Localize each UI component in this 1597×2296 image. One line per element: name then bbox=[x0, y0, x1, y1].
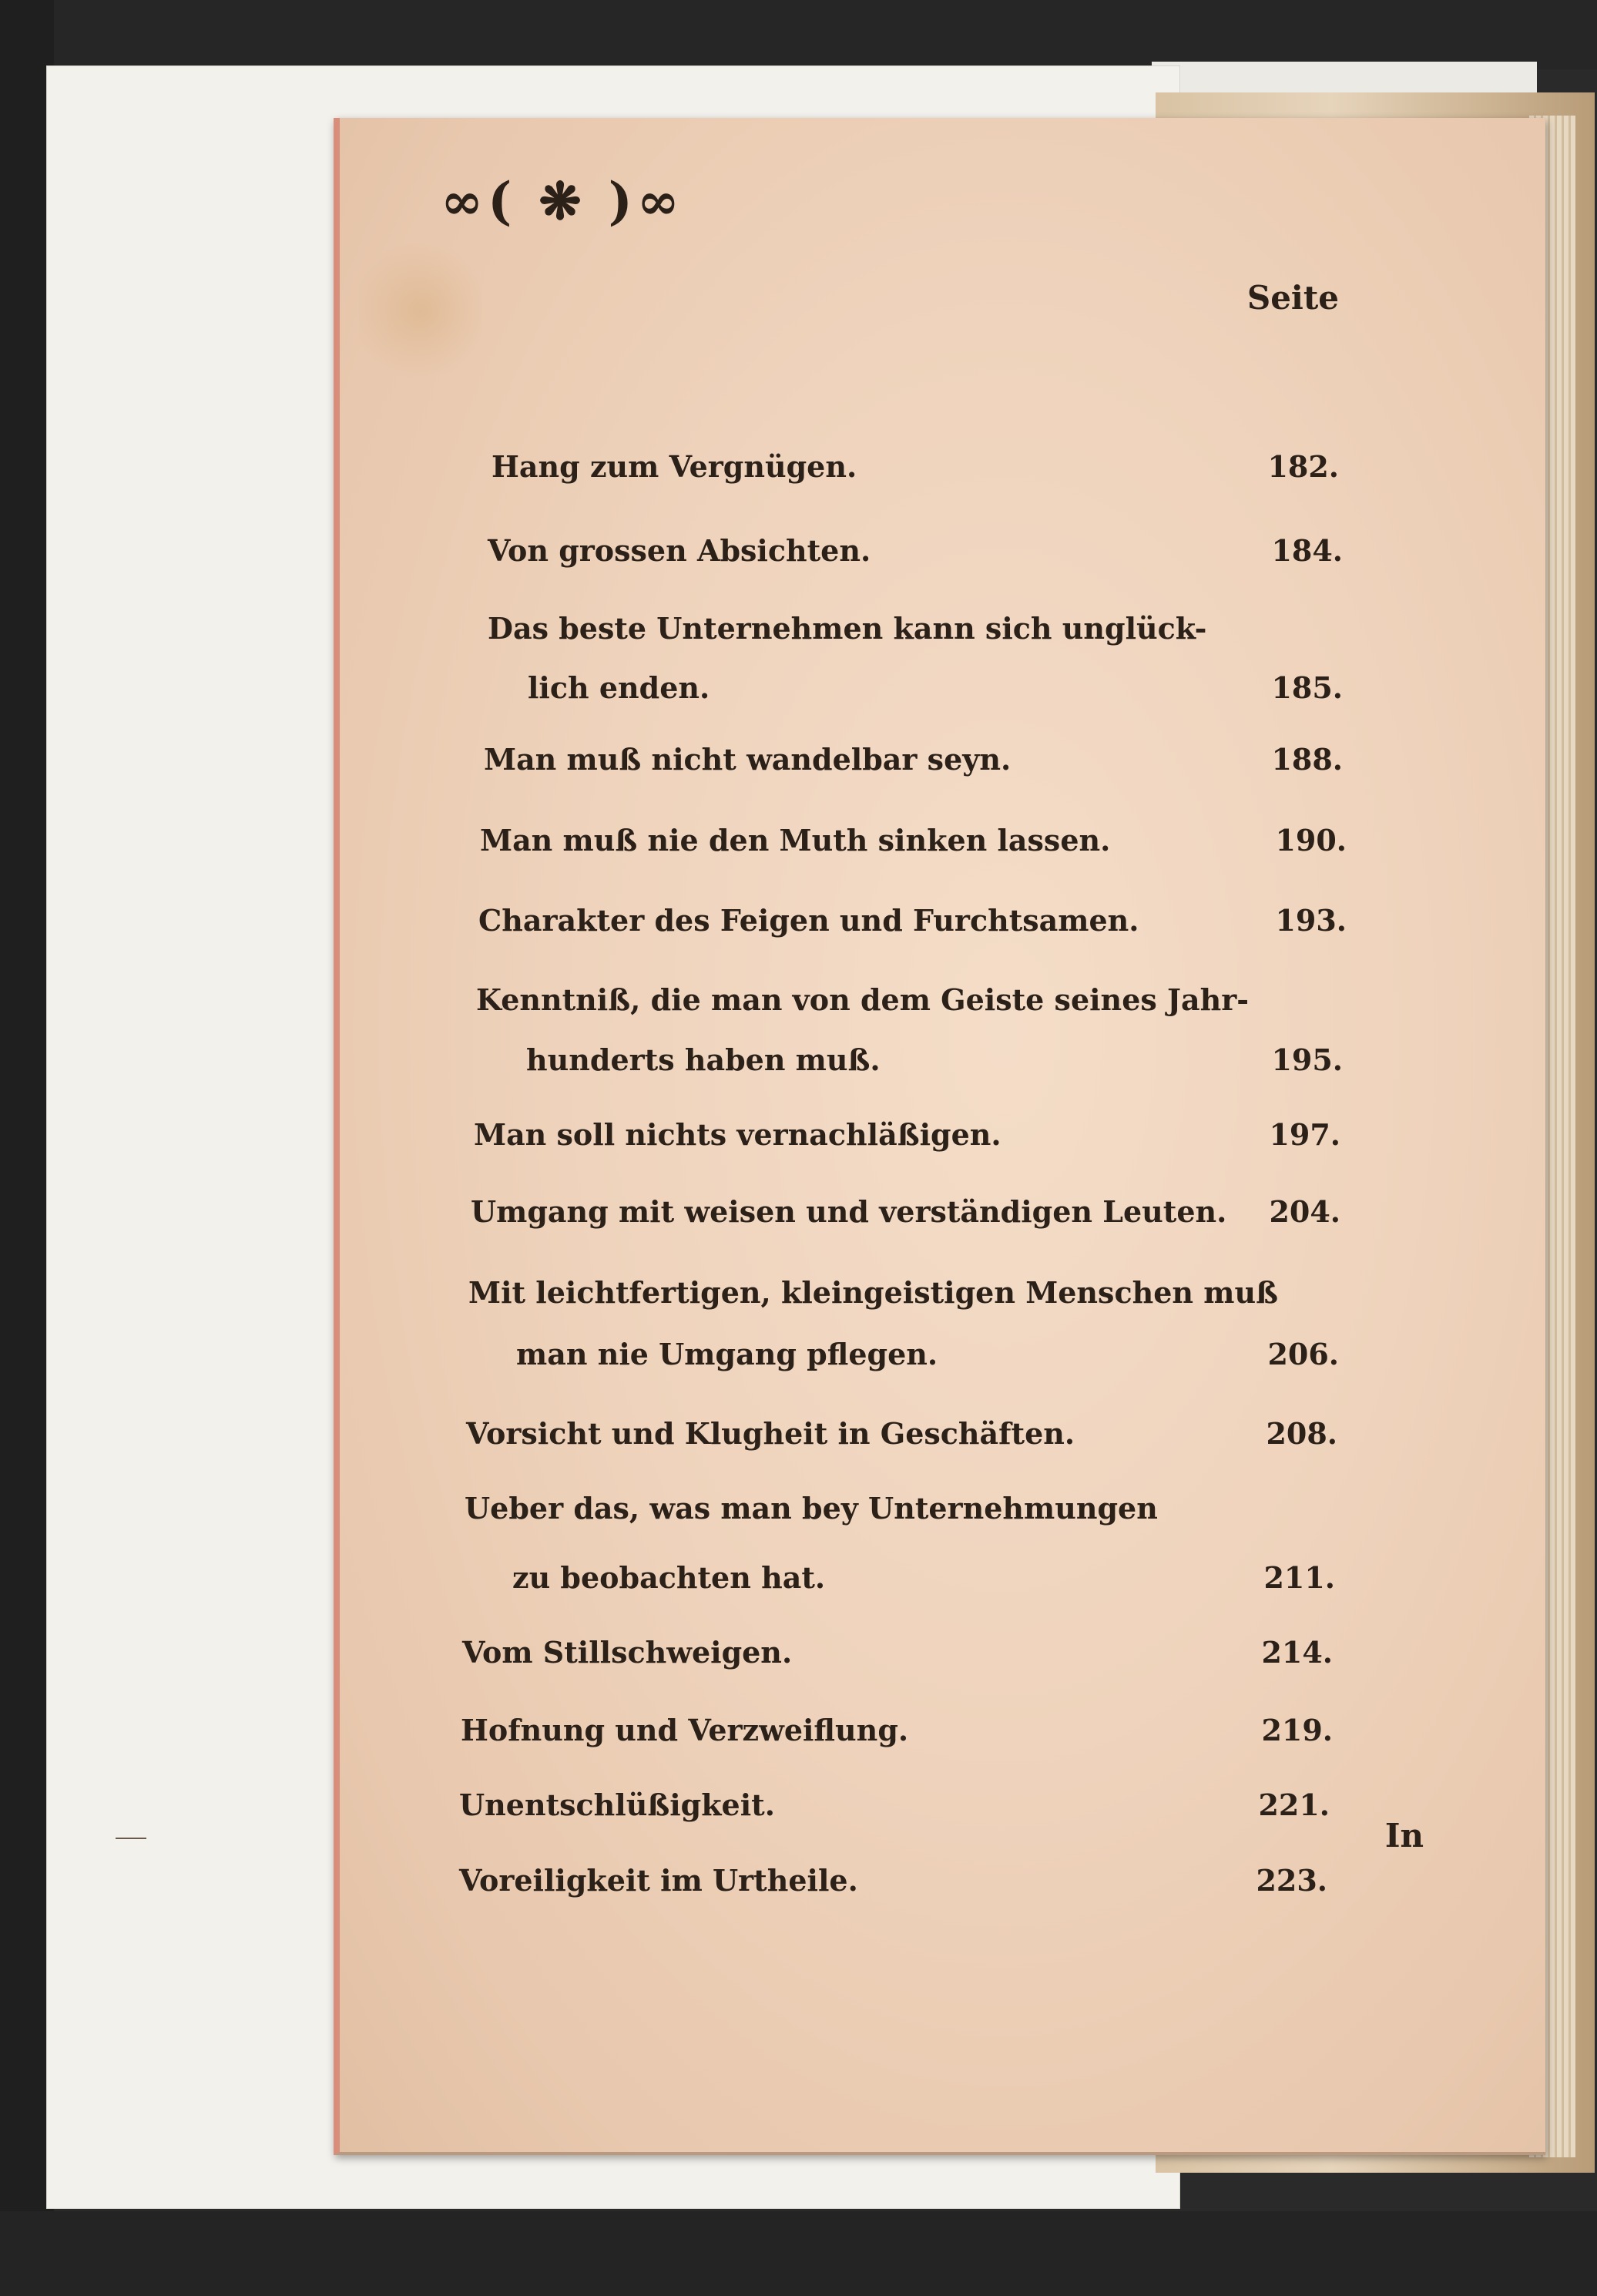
toc-page-number: 182. bbox=[1267, 449, 1339, 484]
toc-entry-title: Voreiligkeit im Urtheile. bbox=[459, 1863, 858, 1898]
toc-page-number: 211. bbox=[1263, 1560, 1335, 1595]
toc-entry-title: Unentschlüßigkeit. bbox=[459, 1787, 775, 1822]
toc-entry-title: Kenntniß, die man von dem Geiste seines Jahr- bbox=[476, 982, 1250, 1017]
toc-entry-title: Vorsicht und Klugheit in Geschäften. bbox=[466, 1416, 1075, 1451]
toc-entry-title: lich enden. bbox=[528, 670, 710, 705]
toc-page-number: 188. bbox=[1271, 742, 1343, 777]
toc-page-number: 190. bbox=[1275, 823, 1347, 858]
toc-page-number: 223. bbox=[1256, 1863, 1327, 1898]
toc-entry-title: Charakter des Feigen und Furchtsamen. bbox=[478, 903, 1139, 938]
toc-page-number: 195. bbox=[1271, 1042, 1343, 1077]
catchword: In bbox=[1384, 1817, 1424, 1855]
toc-entry-title: Das beste Unternehmen kann sich unglück- bbox=[488, 611, 1207, 646]
toc-page-number: 221. bbox=[1258, 1787, 1330, 1822]
toc-page-number: 208. bbox=[1266, 1416, 1337, 1451]
toc-entry-title: Mit leichtfertigen, kleingeistigen Menschen muß bbox=[468, 1275, 1278, 1310]
toc-entry-title: man nie Umgang pflegen. bbox=[516, 1337, 938, 1371]
table-of-contents bbox=[334, 0, 1539, 2296]
toc-entry-title: Ueber das, was man bey Unternehmungen bbox=[465, 1491, 1158, 1526]
toc-entry-title: Man soll nichts vernachläßigen. bbox=[474, 1117, 1001, 1152]
toc-entry-title: Man muß nie den Muth sinken lassen. bbox=[480, 823, 1111, 858]
toc-entry-title: hunderts haben muß. bbox=[526, 1042, 881, 1077]
toc-entry-title: Hang zum Vergnügen. bbox=[492, 449, 857, 484]
toc-page-number: 197. bbox=[1269, 1117, 1340, 1152]
toc-page-number: 206. bbox=[1267, 1337, 1339, 1371]
ink-mark bbox=[116, 1838, 146, 1839]
toc-page-number: 193. bbox=[1275, 903, 1347, 938]
toc-entry-title: Vom Stillschweigen. bbox=[462, 1635, 793, 1670]
header-ornament: ∞( ❋ )∞ bbox=[441, 171, 684, 231]
column-label-seite: Seite bbox=[1246, 279, 1339, 317]
toc-page-number: 204. bbox=[1269, 1194, 1340, 1229]
toc-entry-title: zu beobachten hat. bbox=[512, 1560, 826, 1595]
toc-entry-title: Man muß nicht wandelbar seyn. bbox=[484, 742, 1012, 777]
toc-page-number: 214. bbox=[1261, 1635, 1333, 1670]
toc-entry-title: Hofnung und Verzweiflung. bbox=[461, 1713, 909, 1747]
toc-entry-title: Von grossen Absichten. bbox=[488, 533, 871, 568]
toc-entry-title: Umgang mit weisen und verständigen Leuten. bbox=[471, 1194, 1227, 1229]
toc-page-number: 219. bbox=[1261, 1713, 1333, 1747]
toc-page-number: 184. bbox=[1271, 533, 1343, 568]
toc-page-number: 185. bbox=[1271, 670, 1343, 705]
